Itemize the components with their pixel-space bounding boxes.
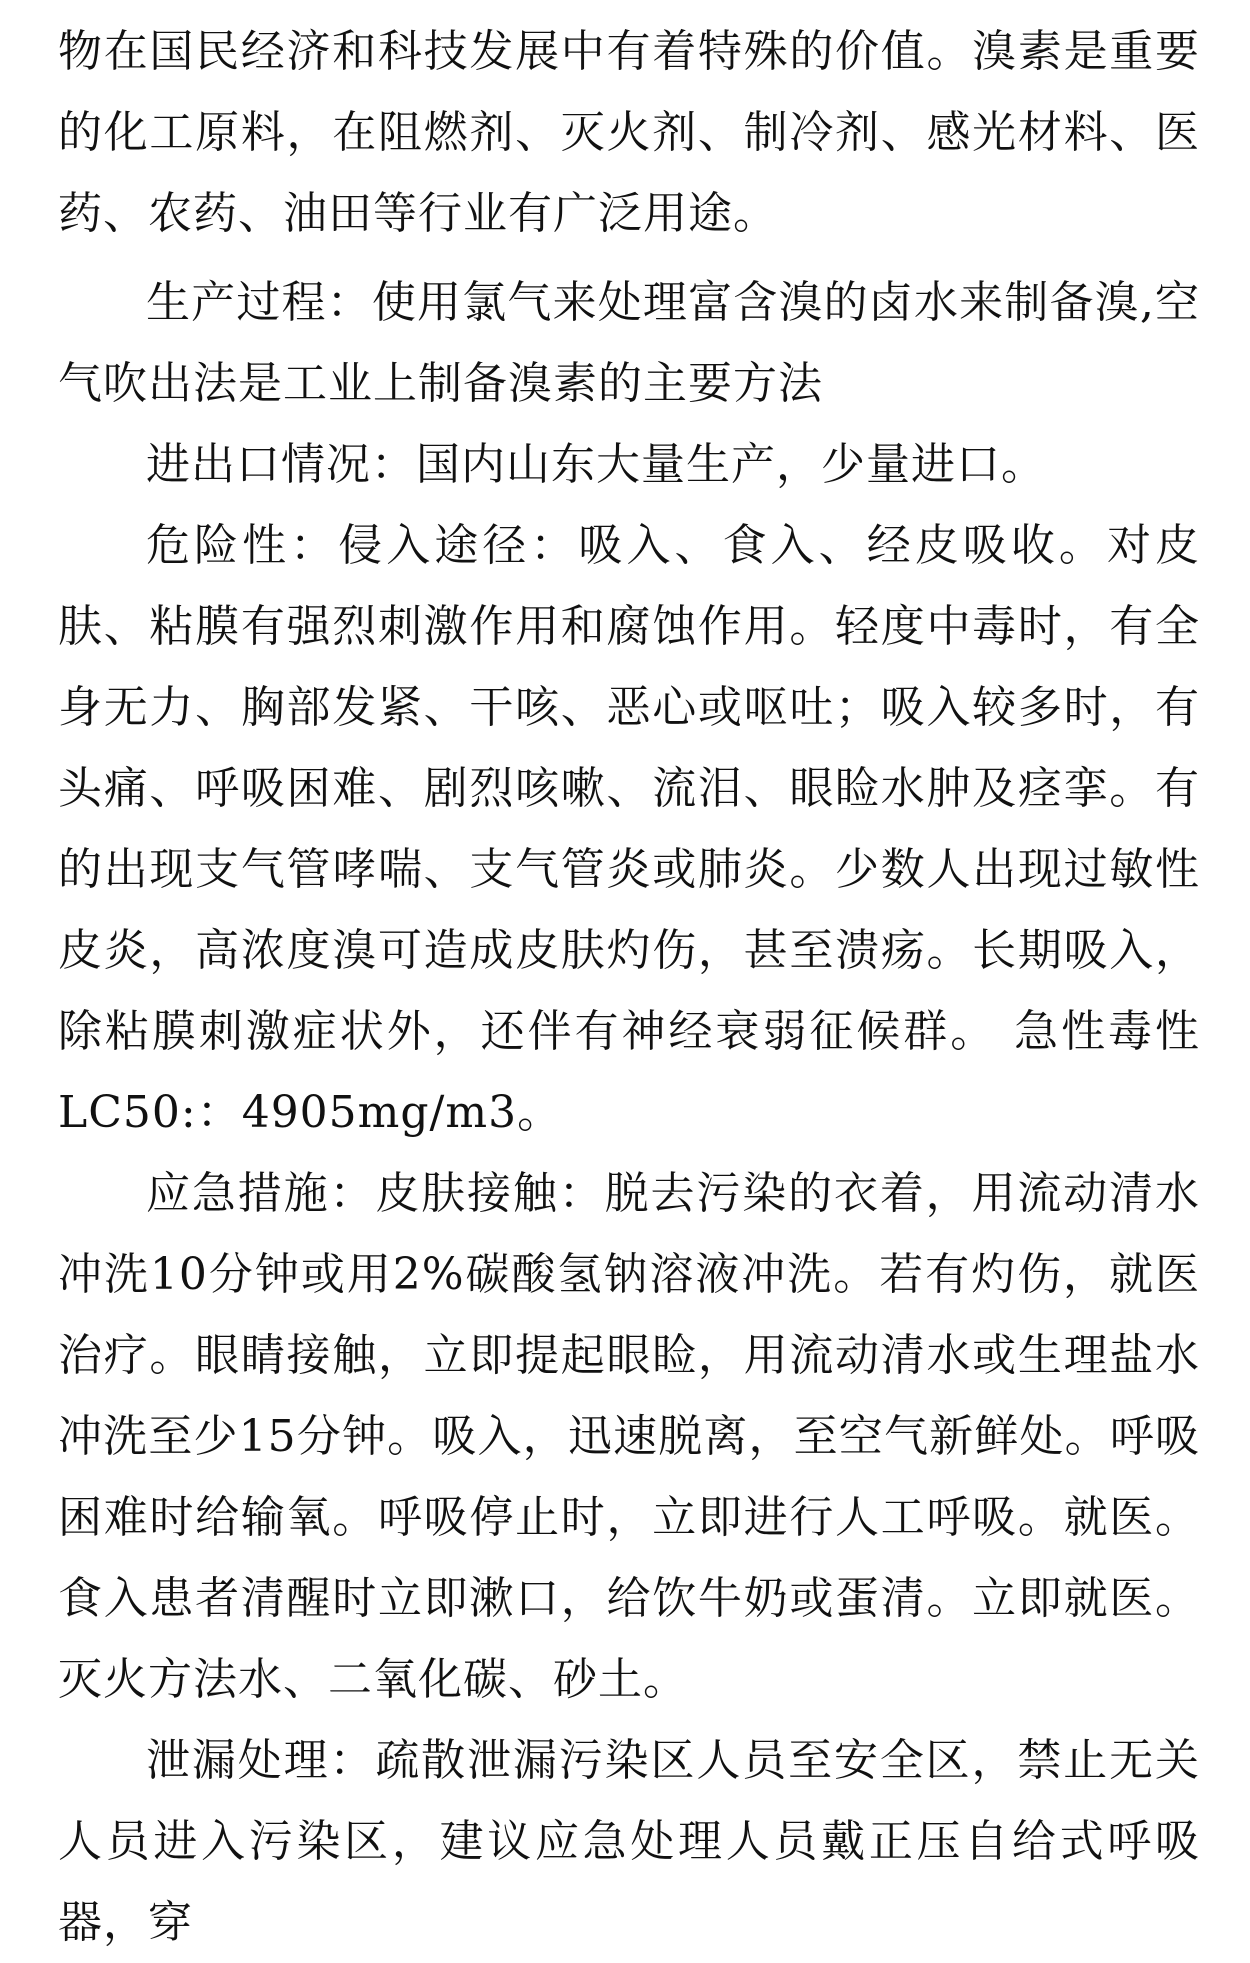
paragraph-import-export: 进出口情况：国内山东大量生产，少量进口。	[146, 439, 1046, 490]
paragraph-emergency-measures: 应急措施：皮肤接触：脱去污染的衣着，用流动清水冲洗10分钟或用2%碳酸氢钠溶液冲洗。若有灼伤，就医治疗。眼睛接触，立即提起眼睑，用流动清水或生理盐水冲洗至少15分钟。吸入，迅速脱离，至空气新鲜处。呼吸困难时给输氧。呼吸停止时，立即进行人工呼吸。就医。食入患者清醒时立即漱口，给饮牛奶或蛋清。立即就医。灭火方法水、二氧化碳、砂土。	[58, 1168, 1200, 1705]
paragraph-uses: 物在国民经济和科技发展中有着特殊的价值。溴素是重要的化工原料，在阻燃剂、灭火剂、制冷剂、感光材料、医药、农药、油田等行业有广泛用途。	[58, 26, 1200, 239]
paragraph-hazards: 危险性：侵入途径：吸入、食入、经皮吸收。对皮肤、粘膜有强烈刺激作用和腐蚀作用。轻度中毒时，有全身无力、胸部发紧、干咳、恶心或呕吐；吸入较多时，有头痛、呼吸困难、剧烈咳嗽、流泪、眼睑水肿及痉挛。有的出现支气管哮喘、支气管炎或肺炎。少数人出现过敏性皮炎，高浓度溴可造成皮肤灼伤，甚至溃疡。长期吸入，除粘膜刺激症状外，还伴有神经衰弱征候群。 急性毒性LC50:：4905mg/m3。	[58, 520, 1200, 1138]
paragraph-production-process: 生产过程：使用氯气来处理富含溴的卤水来制备溴,空气吹出法是工业上制备溴素的主要方法	[58, 277, 1200, 409]
document-page	[58, 0, 1200, 1948]
paragraph-leak-handling: 泄漏处理：疏散泄漏污染区人员至安全区，禁止无关人员进入污染区，建议应急处理人员戴正压自给式呼吸器，穿	[58, 1735, 1200, 1948]
